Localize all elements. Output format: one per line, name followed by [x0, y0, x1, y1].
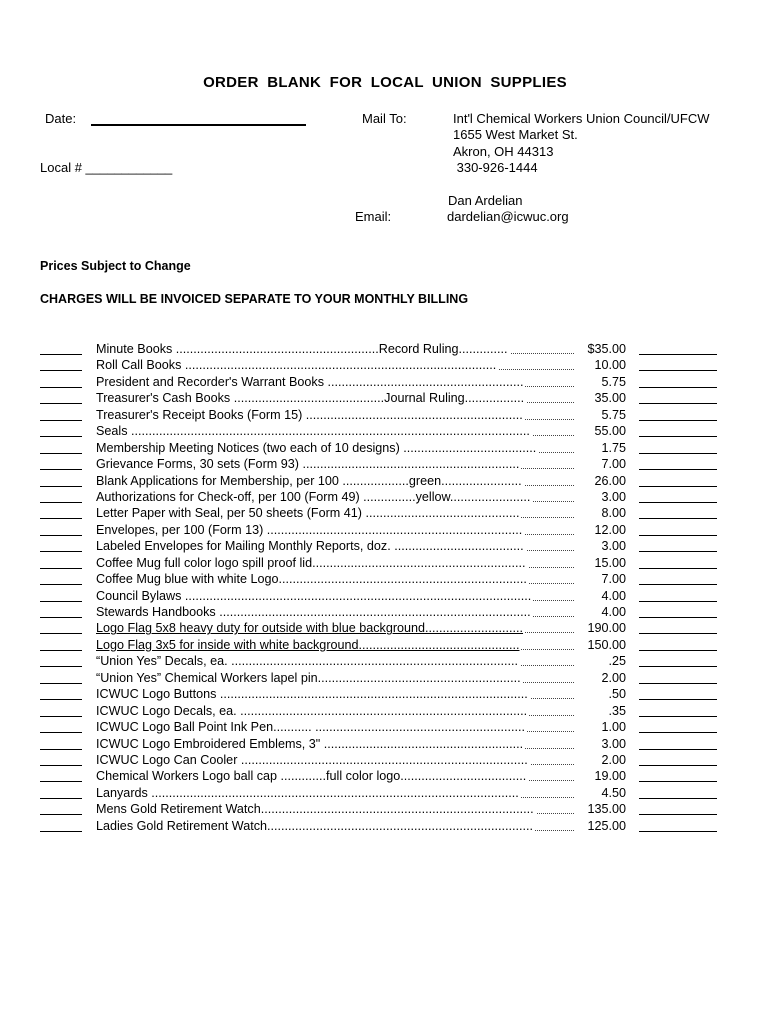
item-description-text: Ladies Gold Retirement Watch............................................................................: [96, 818, 533, 833]
item-description: [96, 538, 576, 554]
item-description: [96, 489, 576, 505]
item-price: 3.00: [601, 489, 626, 504]
total-line[interactable]: [639, 781, 717, 782]
total-line[interactable]: [639, 650, 717, 651]
item-price: 3.00: [601, 736, 626, 751]
list-item: [0, 785, 770, 801]
quantity-line[interactable]: [40, 486, 82, 487]
item-description-text: Membership Meeting Notices (two each of 10 designs) ......................................: [96, 440, 537, 455]
item-description-text: ICWUC Logo Ball Point Ink Pen........... ............................................................: [96, 720, 526, 735]
list-item: [0, 407, 770, 423]
item-description-text: Roll Call Books .........................................................................................: [96, 358, 497, 373]
quantity-line[interactable]: [40, 601, 82, 602]
item-description-text: Labeled Envelopes for Mailing Monthly Reports, doz. .....................................: [96, 539, 524, 554]
item-description-text: Minute Books ..........................................................Record Ruling..............: [96, 342, 508, 356]
item-price: .35: [608, 703, 626, 718]
item-description: [96, 686, 576, 702]
list-item: [0, 818, 770, 834]
list-item: [0, 653, 770, 669]
quantity-line[interactable]: [40, 387, 82, 388]
total-line[interactable]: [639, 518, 717, 519]
item-price: 12.00: [594, 522, 626, 537]
address-line: 1655 West Market St.: [453, 127, 578, 143]
item-description: [96, 505, 576, 521]
address-line: 330-926-1444: [453, 160, 538, 176]
item-description-text: Chemical Workers Logo ball cap .............full color logo....................................: [96, 769, 527, 784]
quantity-line[interactable]: [40, 453, 82, 454]
item-price: 4.50: [601, 785, 626, 800]
item-description-text: President and Recorder's Warrant Books ........................................................: [96, 374, 524, 389]
quantity-line[interactable]: [40, 765, 82, 766]
item-description: [96, 785, 576, 801]
item-description: [96, 522, 576, 538]
total-line[interactable]: [639, 387, 717, 388]
quantity-line[interactable]: [40, 370, 82, 371]
item-description: [96, 768, 576, 784]
item-description-text: Letter Paper with Seal, per 50 sheets (Form 41) ............................................: [96, 506, 520, 521]
quantity-line[interactable]: [40, 831, 82, 832]
item-description-text: “Union Yes” Chemical Workers lapel pin..........................................................: [96, 670, 521, 685]
quantity-line[interactable]: [40, 535, 82, 536]
total-line[interactable]: [639, 584, 717, 585]
total-line[interactable]: [639, 502, 717, 503]
list-item: [0, 440, 770, 456]
item-price: 8.00: [601, 506, 626, 521]
item-price: 150.00: [587, 637, 626, 652]
total-line[interactable]: [639, 666, 717, 667]
list-item: [0, 456, 770, 472]
local-number-label[interactable]: Local # ____________: [40, 160, 173, 175]
item-description: [96, 653, 576, 669]
item-price: 15.00: [594, 555, 626, 570]
quantity-line[interactable]: [40, 617, 82, 618]
list-item: [0, 538, 770, 554]
item-description: [96, 604, 576, 620]
total-line[interactable]: [639, 469, 717, 470]
total-line[interactable]: [639, 420, 717, 421]
quantity-line[interactable]: [40, 781, 82, 782]
list-item: [0, 522, 770, 538]
quantity-line[interactable]: [40, 469, 82, 470]
list-item: [0, 489, 770, 505]
list-item: [0, 768, 770, 784]
list-item: [0, 686, 770, 702]
quantity-line[interactable]: [40, 568, 82, 569]
total-line[interactable]: [639, 617, 717, 618]
quantity-line[interactable]: [40, 584, 82, 585]
total-line[interactable]: [639, 354, 717, 355]
item-price: 4.00: [601, 588, 626, 603]
item-description-text: Coffee Mug full color logo spill proof lid.............................................................: [96, 555, 526, 570]
list-item: [0, 555, 770, 571]
item-description: [96, 620, 576, 636]
list-item: [0, 588, 770, 604]
item-description: [96, 637, 576, 653]
item-price: 55.00: [594, 424, 626, 439]
item-price: 7.00: [601, 572, 626, 587]
item-price: 3.00: [601, 539, 626, 554]
item-price: 1.75: [601, 440, 626, 455]
quantity-line[interactable]: [40, 420, 82, 421]
item-description: [96, 670, 576, 686]
item-description: [96, 423, 576, 439]
list-item: [0, 736, 770, 752]
item-description: [96, 456, 576, 472]
item-price: .50: [608, 687, 626, 702]
item-description: [96, 703, 576, 719]
total-line[interactable]: [639, 535, 717, 536]
email-address[interactable]: dardelian@icwuc.org: [447, 209, 569, 224]
item-description-text: Lanyards .........................................................................................................: [96, 785, 519, 800]
item-description: [96, 752, 576, 768]
list-item: [0, 604, 770, 620]
address-line: Int'l Chemical Workers Union Council/UFCW: [453, 111, 710, 126]
list-item: [0, 637, 770, 653]
item-price: 4.00: [601, 605, 626, 619]
address-line: Akron, OH 44313: [453, 143, 554, 159]
quantity-line[interactable]: [40, 403, 82, 404]
item-price: 2.00: [601, 752, 626, 767]
list-item: [0, 703, 770, 719]
total-line[interactable]: [639, 699, 717, 700]
page-title: ORDER BLANK FOR LOCAL UNION SUPPLIES: [203, 74, 567, 91]
total-line[interactable]: [639, 732, 717, 733]
item-description-text: ICWUC Logo Buttons ........................................................................................: [96, 687, 528, 702]
item-description-text: Blank Applications for Membership, per 100 ...................green.......................: [96, 473, 522, 488]
list-item: [0, 670, 770, 686]
item-price: 190.00: [587, 621, 626, 636]
mail-to-label: Mail To:: [362, 111, 407, 126]
item-description: [96, 341, 576, 357]
item-description: [96, 440, 576, 456]
item-description-text: “Union Yes” Decals, ea. ..................................................................................: [96, 654, 519, 669]
item-description: [96, 818, 576, 834]
item-price: 10.00: [594, 358, 626, 373]
contact-name: Dan Ardelian: [448, 193, 523, 208]
quantity-line[interactable]: [40, 683, 82, 684]
list-item: [0, 357, 770, 373]
supply-items-list: [0, 341, 770, 834]
total-line[interactable]: [639, 749, 717, 750]
quantity-line[interactable]: [40, 633, 82, 634]
quantity-line[interactable]: [40, 699, 82, 700]
item-description-text: Logo Flag 5x8 heavy duty for outside with blue background............................: [96, 621, 524, 636]
list-item: [0, 374, 770, 390]
email-label: Email:: [355, 209, 392, 224]
date-label: Date:: [45, 111, 77, 126]
total-line[interactable]: [639, 568, 717, 569]
total-line[interactable]: [639, 551, 717, 552]
date-field-line[interactable]: [91, 124, 306, 126]
quantity-line[interactable]: [40, 666, 82, 667]
item-description: [96, 473, 576, 489]
item-description-text: Seals ..................................................................................................................: [96, 424, 530, 439]
item-description-text: Council Bylaws ...................................................................................................: [96, 588, 532, 603]
prices-note: Prices Subject to Change: [40, 259, 191, 273]
quantity-line[interactable]: [40, 650, 82, 651]
item-description: [96, 390, 576, 406]
total-line[interactable]: [639, 798, 717, 799]
item-price: 5.75: [601, 407, 626, 422]
item-price: 19.00: [594, 769, 626, 784]
quantity-line[interactable]: [40, 732, 82, 733]
total-line[interactable]: [639, 436, 717, 437]
mailing-address: [453, 111, 710, 177]
item-description-text: Mens Gold Retirement Watch..............................................................................: [96, 802, 534, 817]
list-item: [0, 505, 770, 521]
quantity-line[interactable]: [40, 436, 82, 437]
total-line[interactable]: [639, 370, 717, 371]
list-item: [0, 423, 770, 439]
list-item: [0, 390, 770, 406]
item-price: .25: [608, 654, 626, 669]
item-description: [96, 555, 576, 571]
total-line[interactable]: [639, 716, 717, 717]
list-item: [0, 752, 770, 768]
item-description: [96, 571, 576, 587]
quantity-line[interactable]: [40, 354, 82, 355]
quantity-line[interactable]: [40, 749, 82, 750]
item-price: 125.00: [587, 818, 626, 833]
total-line[interactable]: [639, 633, 717, 634]
item-price: 35.00: [594, 391, 626, 406]
item-price: 5.75: [601, 374, 626, 389]
item-description-text: Stewards Handbooks .........................................................................................: [96, 605, 531, 619]
item-description: [96, 736, 576, 752]
item-description: [96, 374, 576, 390]
list-item: [0, 719, 770, 735]
total-line[interactable]: [639, 601, 717, 602]
list-item: [0, 571, 770, 587]
total-line[interactable]: [639, 683, 717, 684]
item-description: [96, 407, 576, 423]
item-price: 135.00: [587, 802, 626, 817]
quantity-line[interactable]: [40, 814, 82, 815]
total-line[interactable]: [639, 831, 717, 832]
list-item: [0, 620, 770, 636]
item-description-text: ICWUC Logo Can Cooler ..................................................................................: [96, 752, 528, 767]
quantity-line[interactable]: [40, 518, 82, 519]
list-item: [0, 801, 770, 817]
item-description-text: Logo Flag 3x5 for inside with white background..............................................: [96, 637, 520, 652]
item-description: [96, 588, 576, 604]
total-line[interactable]: [639, 453, 717, 454]
item-description-text: Treasurer's Cash Books ...........................................Journal Ruling.................: [96, 391, 525, 406]
total-line[interactable]: [639, 486, 717, 487]
item-price: 26.00: [594, 473, 626, 488]
quantity-line[interactable]: [40, 502, 82, 503]
total-line[interactable]: [639, 765, 717, 766]
item-description-text: Authorizations for Check-off, per 100 (Form 49) ...............yellow.......................: [96, 489, 531, 504]
item-description-text: Grievance Forms, 30 sets (Form 93) ..............................................................: [96, 457, 520, 472]
list-item: [0, 341, 770, 357]
quantity-line[interactable]: [40, 716, 82, 717]
item-price: 1.00: [601, 720, 626, 735]
item-price: 7.00: [601, 457, 626, 472]
charges-note: CHARGES WILL BE INVOICED SEPARATE TO YOUR MONTHLY BILLING: [40, 292, 469, 306]
quantity-line[interactable]: [40, 551, 82, 552]
item-description-text: Coffee Mug blue with white Logo.......................................................................: [96, 572, 527, 587]
item-description-text: ICWUC Logo Embroidered Emblems, 3" .........................................................: [96, 736, 524, 751]
total-line[interactable]: [639, 814, 717, 815]
item-price: $35.00: [587, 342, 626, 356]
item-description: [96, 719, 576, 735]
item-description: [96, 357, 576, 373]
item-description: [96, 801, 576, 817]
list-item: [0, 473, 770, 489]
item-description-text: ICWUC Logo Decals, ea. ..................................................................................: [96, 703, 528, 718]
quantity-line[interactable]: [40, 798, 82, 799]
item-description-text: Envelopes, per 100 (Form 13) .........................................................................: [96, 522, 523, 537]
item-description-text: Treasurer's Receipt Books (Form 15) ..............................................................: [96, 407, 523, 422]
total-line[interactable]: [639, 403, 717, 404]
item-price: 2.00: [601, 670, 626, 685]
